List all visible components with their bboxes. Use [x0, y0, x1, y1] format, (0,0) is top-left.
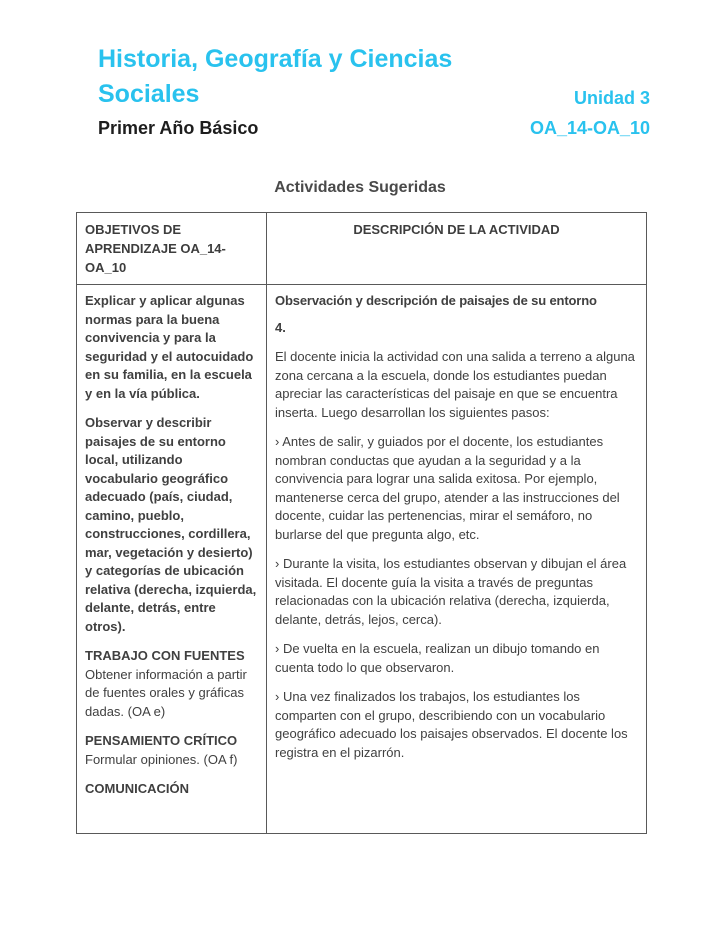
subject-title: Historia, Geografía y Ciencias Sociales [98, 45, 453, 108]
skill-block [85, 647, 258, 721]
skill-block [85, 732, 258, 769]
objectives-cell [77, 285, 267, 834]
activity-step: › De vuelta en la escuela, realizan un dibujo tomando en cuenta todo lo que observaron. [275, 641, 600, 675]
objective-paragraph: Explicar y aplicar algunas normas para la buena convivencia y para la seguridad y el autocuidado en su familia, en la escuela y en la vía pública. [85, 293, 254, 401]
skill-heading: TRABAJO CON FUENTES [85, 648, 245, 663]
activity-number: 4. [275, 319, 286, 335]
objective-paragraph: Observar y describir paisajes de su entorno local, utilizando vocabulario geográfico adecuado (país, ciudad, camino, pueblo, construcciones, cordillera, mar, vegetación y desierto) y categorías de ubicación relativa (derecha, izquierda, delante, detrás, entre otros). [85, 415, 257, 634]
activity-description-cell [267, 285, 647, 834]
table-body-row [77, 285, 647, 834]
header-left [98, 42, 530, 142]
objectives-column-header: OBJETIVOS DE APRENDIZAJE OA_14-OA_10 [77, 213, 267, 285]
skill-heading: PENSAMIENTO CRÍTICO [85, 733, 238, 748]
oa-code-label: OA_14-OA_10 [530, 118, 651, 138]
activity-content [275, 292, 638, 826]
unit-label: Unidad 3 [574, 88, 651, 108]
section-title: Actividades Sugeridas [274, 179, 446, 196]
description-column-header: DESCRIPCIÓN DE LA ACTIVIDAD [267, 213, 647, 285]
objectives-content [85, 292, 258, 826]
activity-step: › Antes de salir, y guiados por el docente, los estudiantes nombran conductas que ayudan a la seguridad y a la convivencia para lograr una salida exitosa. Por ejemplo, mantenerse cerca del grupo, atender a las instrucciones del docente, cuidar las pertenencias, mirar el semáforo, no burlarse del que pregunta algo, etc. [275, 434, 620, 542]
activity-step: › Durante la visita, los estudiantes observan y dibujan el área visitada. El docente guía la visita a través de preguntas relacionadas con la ubicación relativa (derecha, izquierda, delante, detrás, lejos, cerca). [275, 556, 627, 627]
activity-intro: El docente inicia la actividad con una salida a terreno a alguna zona cercana a la escuela, donde los estudiantes puedan apreciar las características del paisaje en que se encuentra inserta. Luego desarrollan los siguientes pasos: [275, 349, 635, 420]
table-header-row [77, 213, 647, 285]
skill-block [85, 780, 258, 799]
activity-title: Observación y descripción de paisajes de su entorno [275, 293, 597, 308]
skill-text: Formular opiniones. (OA f) [85, 751, 238, 767]
grade-level: Primer Año Básico [98, 118, 259, 138]
document-header [98, 42, 651, 142]
activities-table [76, 212, 647, 834]
skill-text: Obtener información a partir de fuentes orales y gráficas dadas. (OA e) [85, 666, 247, 719]
activity-step: › Una vez finalizados los trabajos, los estudiantes los comparten con el grupo, describiendo con un vocabulario geográfico adecuado los paisajes observados. El docente los registra en el pizarrón. [275, 689, 628, 760]
skill-heading: COMUNICACIÓN [85, 781, 189, 796]
header-right [530, 82, 650, 142]
